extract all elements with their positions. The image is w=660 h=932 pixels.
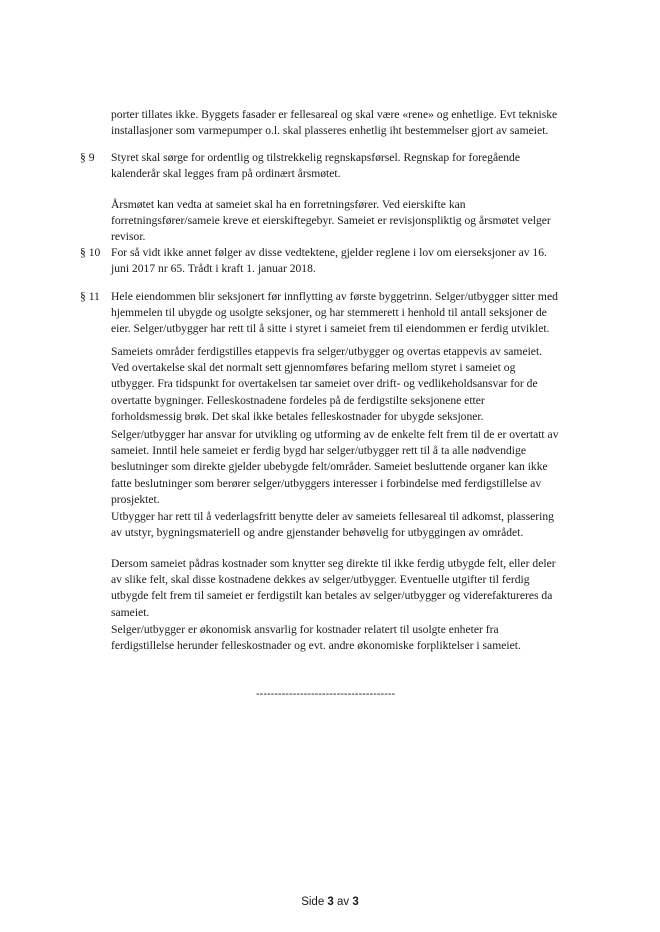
section-9-paragraph-2 <box>111 197 561 246</box>
text-line: kalenderår skal legges fram på ordinært årsmøtet. <box>111 167 341 181</box>
section-number: § 11 <box>80 290 100 303</box>
text-line: Styret skal sørge for ordentlig og tilstrekkelig regnskapsførsel. Regnskap for foregående <box>111 151 521 164</box>
text-line: Årsmøtet kan vedta at sameiet skal ha en forretningsfører. Ved eierskifte kan <box>111 198 466 211</box>
text-line: hjemmelen til ubygde og usolgte seksjoner, og har stemmerett i henhold til antall seksjoner de <box>111 306 547 320</box>
section-11-paragraph-3 <box>111 427 561 508</box>
text-line: Hele eiendommen blir seksjonert før innflytting av første byggetrinn. Selger/utbygger sitter med <box>111 290 558 303</box>
text-line: eier. Selger/utbygger har rett til å sitte i styret i sameiet frem til eiendommen er ferdig utviklet. <box>111 322 550 336</box>
text-line: fatte beslutninger som berører selger/utbyggers interesser i forbindelse med ferdigstillelse av <box>111 476 542 490</box>
section-9-paragraph-1 <box>111 150 561 182</box>
section-11-paragraph-4 <box>111 509 561 541</box>
text-line: ferdigstillelse herunder felleskostnader og evt. andre økonomiske forpliktelser i sameiet. <box>111 639 521 653</box>
intro-paragraph <box>111 107 561 139</box>
text-line: Dersom sameiet pådras kostnader som knytter seg direkte til ikke ferdig utbygde felt, eller deler <box>111 557 556 570</box>
text-line: utbygger. Fra tidspunkt for overtakelsen tar sameiet over drift- og vedlikeholdsansvar for de <box>111 377 538 391</box>
text-line: utbygde felt frem til sameiet er ferdigstilt kan betales av selger/utbygger og viderefaktureres da <box>111 589 553 603</box>
text-line: overtatte bygninger. Felleskostnadene fordeles på de ferdigstilte seksjonene etter <box>111 393 485 407</box>
section-11-paragraph-6 <box>111 622 561 654</box>
footer-page-total: 3 <box>352 896 359 908</box>
section-number: § 10 <box>80 246 101 259</box>
text-line: revisor. <box>111 230 146 244</box>
text-line: forholdsmessig brøk. Det skal ikke betales felleskostnader for ubygde seksjoner. <box>111 409 484 423</box>
section-number: § 9 <box>80 151 95 164</box>
footer-middle: av <box>333 896 353 908</box>
footer-prefix: Side <box>301 896 328 908</box>
text-line: Selger/utbygger er økonomisk ansvarlig for kostnader relatert til usolgte enheter fra <box>111 623 499 636</box>
text-line: sameiet. Inntil hele sameiet er ferdig bygd har selger/utbygger rett til å ta alle nødvendige <box>111 444 526 458</box>
text-line: forretningsfører/sameie kreve et eierskiftegebyr. Sameiet er revisjonspliktig og årsmøtet velger <box>111 214 551 228</box>
text-line: sameiet. <box>111 605 150 619</box>
text-line: av utstyr, bygningsmateriell og andre gjenstander behøvelig for utbyggingen av området. <box>111 526 524 540</box>
text-line: Utbygger har rett til å vederlagsfritt benytte deler av sameiets fellesareal til adkomst, plassering <box>111 510 554 523</box>
section-11-paragraph-5 <box>111 556 561 621</box>
section-11-paragraph-2 <box>111 344 561 425</box>
text-line: beslutninger som direkte gjelder ubebygde felt/områder. Sameiet besluttende organer kan ikke <box>111 460 548 474</box>
text-line: av slike felt, skal disse kostnadene dekkes av selger/utbygger. Eventuelle utgifter til ferdig <box>111 573 530 587</box>
text-line: juni 2017 nr 65. Trådt i kraft 1. januar 2018. <box>111 262 316 276</box>
text-line: Selger/utbygger har ansvar for utvikling og utforming av de enkelte felt frem til de er overtatt av <box>111 428 559 441</box>
section-10-paragraph-1 <box>111 245 561 277</box>
page-footer <box>0 896 660 908</box>
footer-page-number: 3 <box>327 896 334 908</box>
text-line: Sameiets områder ferdigstilles etappevis fra selger/utbygger og overtas etappevis av sameiet. <box>111 345 543 358</box>
text-line: For så vidt ikke annet følger av disse vedtektene, gjelder reglene i lov om eierseksjoner av 16. <box>111 246 547 259</box>
text-line: Ved overtakelse skal det normalt sett gjennomføres befaring mellom styret i sameiet og <box>111 361 516 375</box>
end-divider: -------------------------------------- <box>256 688 396 700</box>
text-line: prosjektet. <box>111 492 160 506</box>
section-11-paragraph-1 <box>111 289 561 338</box>
text-line: installasjoner som varmepumper o.l. skal plasseres enhetlig iht bestemmelser gjort av sameiet. <box>111 124 549 138</box>
text-line: porter tillates ikke. Byggets fasader er fellesareal og skal være «rene» og enhetlige. Evt tekniske <box>111 108 558 121</box>
